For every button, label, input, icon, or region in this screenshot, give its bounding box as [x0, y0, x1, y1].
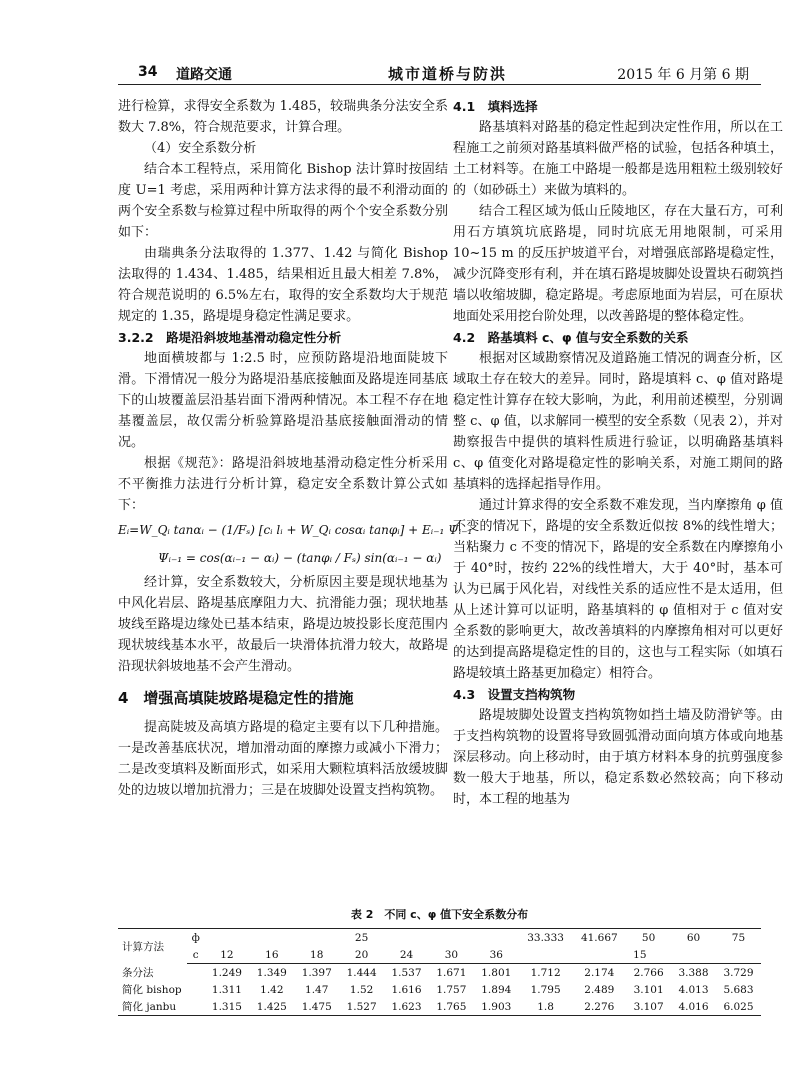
table-row [118, 981, 761, 998]
section-heading-3-2-2: 3.2.2 路堤沿斜坡地基滑动稳定性分析 [118, 330, 342, 345]
phi-value: 75 [716, 929, 761, 947]
paragraph: 提高陡坡及高填方路堤的稳定主要有以下几种措施。一是改善基底状况，增加滑动面的摩擦力或减小下滑力；二是改变填料及断面形式，如采用大颗粒填料活放缓坡脚处的边坡以增加抗滑力；三是在坡脚处设置支挡构筑物。 [118, 720, 448, 798]
cell: 1.623 [384, 998, 429, 1016]
cell: 1.249 [211, 966, 242, 979]
journal-section: 道路交通 [176, 67, 232, 83]
formula-thrust: Eᵢ=W_Qᵢ tanαᵢ − (1/Fₛ) [cᵢ lᵢ + W_Qᵢ cosαᵢ tanφᵢ] + Eᵢ₋₁ Ψᵢ₋₁ [118, 523, 473, 537]
issue-date: 2015 年 6 月第 6 期 [617, 67, 749, 83]
paragraph: 根据对区域勘察情况及道路施工情况的调查分析，区域取土存在较大的差异。同时，路堤填料 c、φ 值对路堤稳定性计算存在较大影响，为此，利用前述模型，分别调整 c、φ 值，以求解同一模型的安全系数（见表 2），并对勘察报告中提供的填料性质进行验证，以明确路基填料 c、φ 值变化对路堤稳定性的影响关系，对施工期间的路基填料的选择起指导作用。 [453, 351, 783, 492]
cell: 1.444 [346, 966, 377, 979]
c-value: 12 [205, 946, 250, 964]
cell: 2.276 [572, 998, 626, 1016]
cell: 1.315 [205, 998, 250, 1016]
cell: 1.425 [249, 998, 294, 1016]
section-heading-4: 4 增强高填陡坡路堤稳定性的措施 [118, 689, 354, 707]
row-method: 条分法 [122, 967, 154, 979]
paragraph: 经计算，安全系数较大，分析原因主要是现状地基为中风化岩层、路堤基底摩阻力大、抗滑能力强；现状地基坡线至路堤边缘处已基本结束，路堤边坡投影长度范围内现状坡线基本水平，故最后一块滑体抗滑力较大，故路堤沿现状斜坡地基不会产生滑动。 [118, 575, 448, 674]
c-value: 36 [474, 946, 519, 964]
page-number: 34 [138, 64, 158, 80]
cell: 1.757 [436, 983, 467, 996]
c-value: 24 [384, 946, 429, 964]
paragraph: （4）安全系数分析 [144, 141, 257, 156]
cell: 1.537 [391, 966, 422, 979]
cell: 6.025 [716, 998, 761, 1016]
method-header: 计算方法 [118, 929, 187, 964]
cell: 1.712 [530, 966, 561, 979]
cell: 3.101 [633, 983, 664, 996]
right-column [453, 96, 783, 810]
paragraph: 路堤坡脚处设置支挡构筑物如挡土墙及防滑铲等。由于支挡构筑物的设置将导致圆弧滑动面向填方体或向地基深层移动。向上移动时，由于填方材料本身的抗剪强度参数一般大于地基，所以，稳定系数必然较高；向下移动时，本工程的地基为 [453, 708, 783, 807]
paragraph: 结合本工程特点，采用简化 Bishop 法计算时按固结度 U=1 考虑，采用两种计算方法求得的最不利滑动面的两个安全系数与检算过程中所取得的两个个安全系数分别如下： [118, 162, 448, 240]
cell: 2.766 [633, 966, 664, 979]
paragraph: 进行检算，求得安全系数为 1.485，较瑞典条分法安全系数大 7.8%，符合规范要求，计算合理。 [118, 99, 448, 135]
phi-fixed-value: 25 [205, 929, 519, 947]
cell: 1.894 [481, 983, 512, 996]
cell: 1.311 [211, 983, 242, 996]
cell: 1.527 [339, 998, 384, 1016]
cell: 4.016 [671, 998, 716, 1016]
formula-transfer-coefficient: Ψᵢ₋₁ = cos(αᵢ₋₁ − αᵢ) − (tanφᵢ / Fₛ) sin(αᵢ₋₁ − αᵢ) [158, 551, 442, 565]
paragraph: 地面横坡都与 1:2.5 时，应预防路堤沿地面陡坡下滑。下滑情况一般分为路堤沿基底接触面及路堤连同基底下的山坡覆盖层沿基岩面下滑两种情况。本工程不存在地基覆盖层，故仅需分析验算路堤沿基底接触面滑动的情况。 [118, 351, 448, 450]
phi-value: 50 [626, 929, 671, 947]
cell: 3.388 [678, 966, 709, 979]
cell: 1.397 [301, 966, 332, 979]
cell: 4.013 [678, 983, 709, 996]
cell: 1.795 [530, 983, 561, 996]
cell: 1.765 [429, 998, 474, 1016]
safety-factor-table [118, 928, 761, 1016]
cell: 2.489 [584, 983, 615, 996]
c-label: c [187, 946, 205, 964]
cell: 1.475 [294, 998, 339, 1016]
cell: 1.671 [436, 966, 467, 979]
cell: 1.52 [349, 983, 374, 996]
row-method: 简化 janbu [118, 998, 205, 1016]
c-fixed-value: 15 [519, 946, 761, 964]
table-row [118, 998, 761, 1016]
c-value: 20 [339, 946, 384, 964]
table-row [118, 964, 761, 982]
cell: 3.729 [723, 966, 754, 979]
section-heading-4-2: 4.2 路基填料 c、φ 值与安全系数的关系 [453, 330, 689, 345]
formula-block [118, 520, 473, 568]
paragraph: 结合工程区域为低山丘陵地区，存在大量石方，可利用石方填筑坑底路堤，同时坑底无用地限制，可采用 10~15 m 的反压护坡道平台，对增强底部路堤稳定性，减少沉降变形有利，并在填石路堤坡脚处设置块石砌筑挡墙以收缩坡脚，稳定路堤。考虑原地面为岩层，可在原状地面处采用挖台阶处理，以改善路堤的整体稳定性。 [453, 204, 783, 324]
phi-value: 60 [671, 929, 716, 947]
cell: 3.107 [626, 998, 671, 1016]
c-value: 18 [294, 946, 339, 964]
cell: 1.8 [519, 998, 573, 1016]
phi-value: 41.667 [572, 929, 626, 947]
phi-label: ф [187, 929, 205, 947]
page-header [118, 60, 761, 85]
cell: 1.616 [391, 983, 422, 996]
cell: 1.801 [481, 966, 512, 979]
c-value: 16 [249, 946, 294, 964]
cell: 2.174 [584, 966, 615, 979]
cell: 1.42 [260, 983, 284, 996]
paragraph: 路基填料对路基的稳定性起到决定性作用，所以在工程施工之前须对路基填料做严格的试验，包括各种填土，土工材料等。在施工中路堤一般都是选用粗粒土级别较好的（如砂砾土）来做为填料的。 [453, 120, 783, 198]
c-value: 30 [429, 946, 474, 964]
row-method: 简化 bishop [122, 984, 182, 996]
paragraph: 由瑞典条分法取得的 1.377、1.42 与简化 Bishop 法取得的 1.434、1.485，结果相近且最大相差 7.8%，符合规范说明的 6.5%左右，取得的安全系数均大于规范规定的 1.35，路堤堤身稳定性满足要求。 [118, 246, 448, 324]
cell: 5.683 [723, 983, 754, 996]
section-heading-4-3: 4.3 设置支挡构筑物 [453, 687, 576, 702]
journal-title: 城市道桥与防洪 [388, 65, 508, 83]
cell: 1.349 [256, 966, 287, 979]
left-column [118, 96, 473, 801]
section-heading-4-1: 4.1 填料选择 [453, 99, 538, 114]
cell: 1.903 [474, 998, 519, 1016]
paragraph: 通过计算求得的安全系数不难发现，当内摩擦角 φ 值不变的情况下，路堤的安全系数近似按 8%的线性增大；当粘聚力 c 不变的情况下，路堤的安全系数在内摩擦角小于 40°时，按约 22%的线性增大，大于 40°时，基本可认为已属于风化岩，对线性关系的适应性不是太适用，但从上述计算可以证明，路基填料的 φ 值相对于 c 值对安全系数的影响更大，故改善填料的内摩擦角相对可以更好的达到提高路堤稳定性的目的，这也与工程实际（如填石路堤较填土路基更加稳定）相符合。 [453, 498, 783, 681]
phi-value: 33.333 [519, 929, 573, 947]
cell: 1.47 [305, 983, 329, 996]
table-caption: 表 2 不同 c、φ 值下安全系数分布 [350, 908, 529, 921]
paragraph: 根据《规范》：路堤沿斜坡地基滑动稳定性分析采用不平衡推力法进行分析计算，稳定安全系数计算公式如下： [118, 456, 448, 513]
